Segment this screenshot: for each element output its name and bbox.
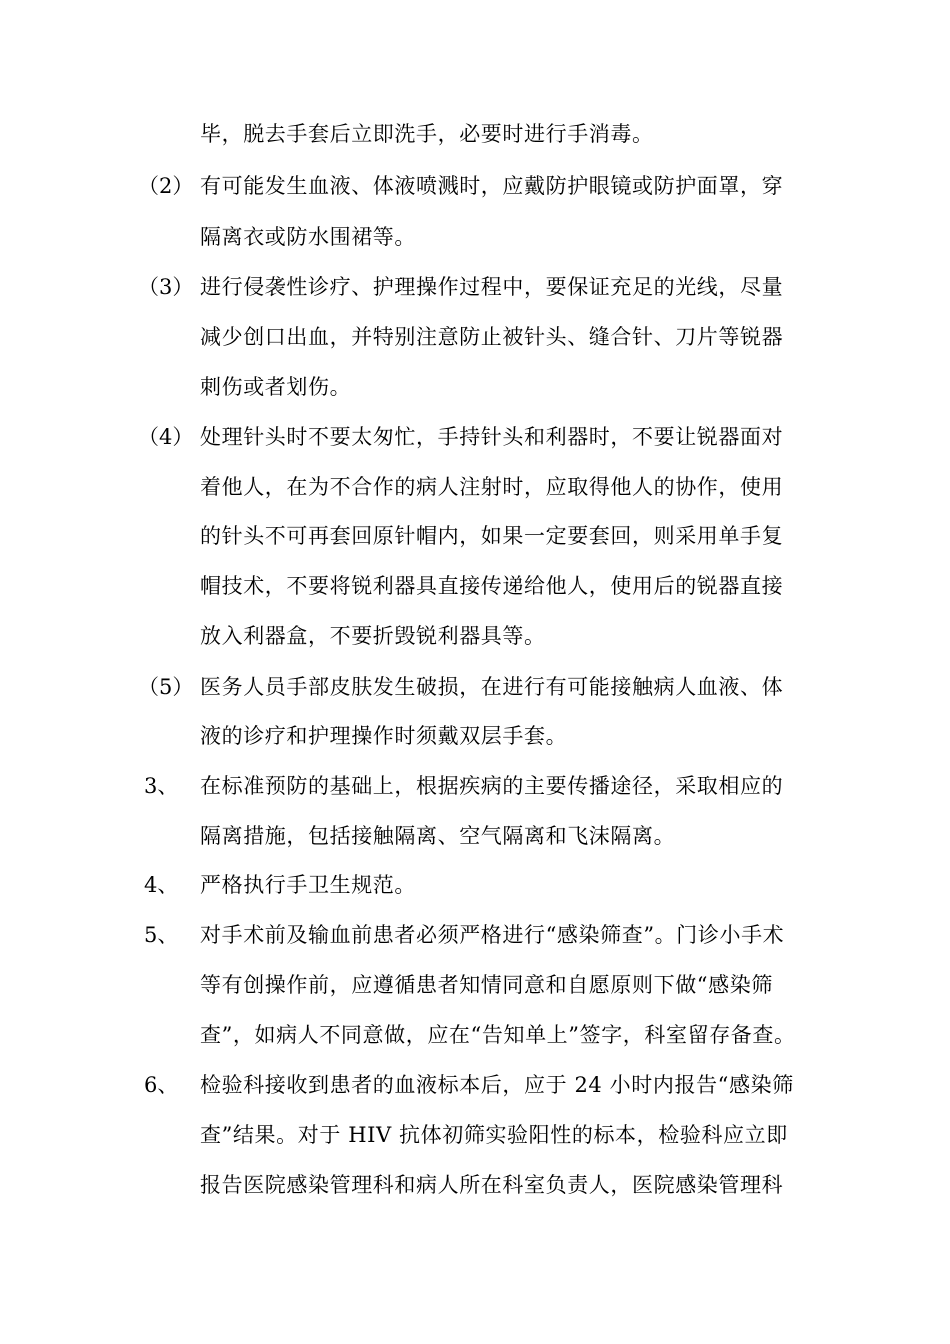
paragraph-line: 有可能发生血液、体液喷溅时，应戴防护眼镜或防护面罩，穿 bbox=[200, 174, 784, 198]
paragraph-line: 隔离措施，包括接触隔离、空气隔离和飞沫隔离。 bbox=[200, 824, 676, 848]
paragraph-line: 液的诊疗和护理操作时须戴双层手套。 bbox=[200, 724, 568, 748]
paragraph-line: 刺伤或者划伤。 bbox=[200, 375, 352, 399]
list-marker: （4） bbox=[138, 425, 194, 449]
list-marker: 3、 bbox=[144, 774, 179, 798]
paragraph-line: 查”，如病人不同意做，应在“告知单上”签字，科室留存备查。 bbox=[200, 1023, 796, 1047]
paragraph-line: 在标准预防的基础上，根据疾病的主要传播途径，采取相应的 bbox=[200, 774, 784, 798]
paragraph-line: 进行侵袭性诊疗、护理操作过程中，要保证充足的光线，尽量 bbox=[200, 275, 784, 299]
list-marker: 6、 bbox=[144, 1073, 179, 1097]
paragraph-line: 的针头不可再套回原针帽内，如果一定要套回，则采用单手复 bbox=[200, 524, 784, 548]
paragraph-line: 毕，脱去手套后立即洗手，必要时进行手消毒。 bbox=[200, 122, 654, 146]
paragraph-line: 处理针头时不要太匆忙，手持针头和利器时，不要让锐器面对 bbox=[200, 425, 784, 449]
paragraph-line: 隔离衣或防水围裙等。 bbox=[200, 225, 416, 249]
paragraph-line: 医务人员手部皮肤发生破损，在进行有可能接触病人血液、体 bbox=[200, 675, 784, 699]
list-marker: （2） bbox=[138, 174, 194, 198]
paragraph-line: 对手术前及输血前患者必须严格进行“感染筛查”。门诊小手术 bbox=[200, 923, 785, 947]
paragraph-line: 放入利器盒，不要折毁锐利器具等。 bbox=[200, 624, 546, 648]
paragraph-line: 着他人，在为不合作的病人注射时，应取得他人的协作，使用 bbox=[200, 475, 784, 499]
paragraph-line: 查”结果。对于 HIV 抗体初筛实验阳性的标本，检验科应立即 bbox=[200, 1123, 788, 1147]
paragraph-line: 检验科接收到患者的血液标本后，应于 24 小时内报告“感染筛 bbox=[200, 1073, 794, 1097]
paragraph-line: 严格执行手卫生规范。 bbox=[200, 873, 416, 897]
paragraph-line: 等有创操作前，应遵循患者知情同意和自愿原则下做“感染筛 bbox=[200, 973, 773, 997]
list-marker: 5、 bbox=[144, 923, 179, 947]
paragraph-line: 减少创口出血，并特别注意防止被针头、缝合针、刀片等锐器 bbox=[200, 325, 784, 349]
paragraph-line: 帽技术，不要将锐利器具直接传递给他人，使用后的锐器直接 bbox=[200, 574, 784, 598]
list-marker: （5） bbox=[138, 675, 194, 699]
paragraph-line: 报告医院感染管理科和病人所在科室负责人，医院感染管理科 bbox=[200, 1173, 784, 1197]
list-marker: 4、 bbox=[144, 873, 179, 897]
list-marker: （3） bbox=[138, 275, 194, 299]
